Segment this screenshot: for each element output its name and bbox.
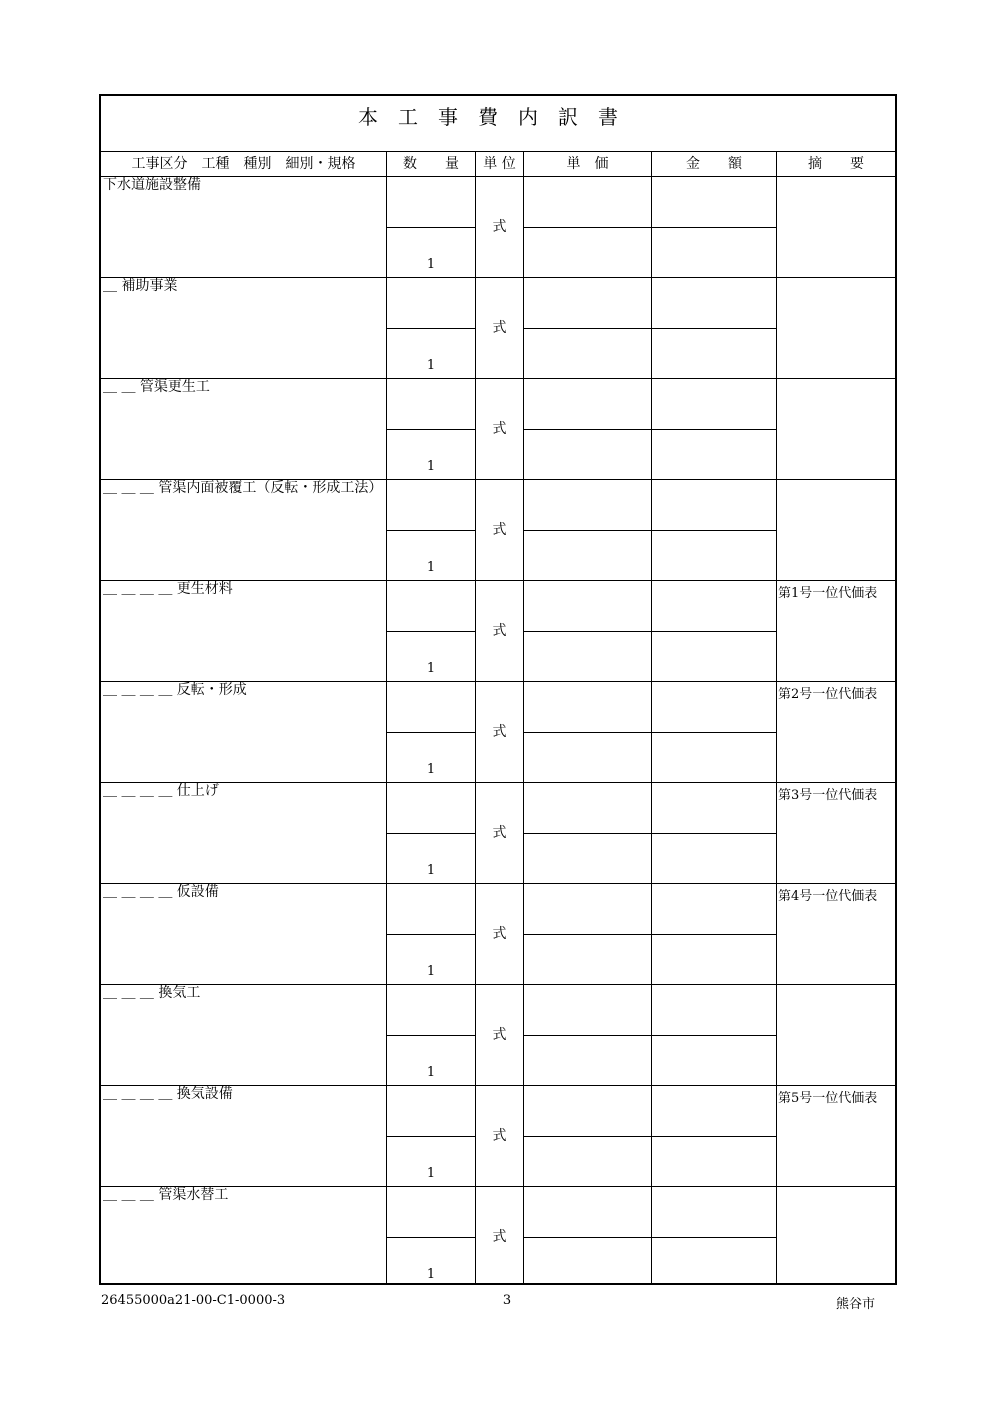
row-quantity: 1: [426, 257, 436, 272]
row-separator: [101, 782, 895, 783]
city-name: 熊谷市: [836, 1297, 876, 1312]
row-item-name: ＿ ＿ ＿ 換気工: [103, 985, 201, 1001]
row-item-name: ＿ ＿ ＿ ＿ 仮設備: [103, 884, 219, 900]
row-mid-line: [386, 833, 475, 834]
header-amount: 金 額: [686, 156, 742, 172]
row-item-name: ＿ ＿ ＿ ＿ 反転・形成: [103, 682, 247, 698]
row-item-name: ＿ ＿ 管渠更生工: [103, 379, 210, 395]
row-mid-line: [386, 429, 475, 430]
row-item-name: ＿ ＿ ＿ ＿ 換気設備: [103, 1086, 233, 1102]
document-title: 本工事費内訳書: [358, 105, 638, 129]
row-mid-line: [523, 631, 776, 632]
row-separator: [101, 277, 895, 278]
row-remark: 第2号一位代価表: [778, 687, 878, 702]
row-mid-line: [386, 1136, 475, 1137]
title-row: [101, 96, 895, 152]
row-item-name: ＿ ＿ ＿ 管渠内面被覆工（反転・形成工法）: [103, 480, 383, 496]
row-item-name: ＿ ＿ ＿ ＿ 更生材料: [103, 581, 233, 597]
row-remark: 第4号一位代価表: [778, 889, 878, 904]
header-name: 工事区分 工種 種別 細別・規格: [131, 156, 356, 172]
header-unit-price: 単 価: [566, 156, 609, 172]
row-unit: 式: [492, 421, 507, 437]
row-mid-line: [386, 328, 475, 329]
doc-code: 26455000a21-00-C1-0000-3: [101, 1293, 286, 1308]
col-divider: [776, 152, 777, 1285]
col-divider: [651, 152, 652, 1285]
row-unit: 式: [492, 219, 507, 235]
row-unit: 式: [492, 623, 507, 639]
row-separator: [101, 378, 895, 379]
row-mid-line: [386, 1237, 475, 1238]
row-mid-line: [523, 530, 776, 531]
row-quantity: 1: [426, 661, 436, 676]
row-item-name: ＿ ＿ ＿ ＿ 仕上げ: [103, 783, 219, 799]
header-remarks: 摘 要: [808, 156, 864, 172]
row-item-name: 下水道施設整備: [103, 177, 201, 193]
header-quantity: 数 量: [403, 156, 459, 172]
row-mid-line: [523, 934, 776, 935]
row-unit: 式: [492, 825, 507, 841]
row-quantity: 1: [426, 358, 436, 373]
row-quantity: 1: [426, 1166, 436, 1181]
row-separator: [101, 984, 895, 985]
row-quantity: 1: [426, 964, 436, 979]
row-quantity: 1: [426, 459, 436, 474]
row-quantity: 1: [426, 560, 436, 575]
row-mid-line: [386, 227, 475, 228]
header-unit: 単 位: [483, 156, 516, 172]
row-unit: 式: [492, 320, 507, 336]
row-quantity: 1: [426, 1267, 436, 1282]
row-mid-line: [523, 1237, 776, 1238]
row-quantity: 1: [426, 762, 436, 777]
row-unit: 式: [492, 724, 507, 740]
row-separator: [101, 883, 895, 884]
row-mid-line: [523, 429, 776, 430]
row-mid-line: [523, 732, 776, 733]
col-divider: [523, 152, 524, 1285]
row-mid-line: [523, 328, 776, 329]
row-quantity: 1: [426, 863, 436, 878]
row-unit: 式: [492, 926, 507, 942]
row-item-name: ＿ ＿ ＿ 管渠水替工: [103, 1187, 229, 1203]
estimate-sheet: [99, 94, 897, 1285]
row-mid-line: [386, 1035, 475, 1036]
row-mid-line: [523, 227, 776, 228]
row-unit: 式: [492, 1128, 507, 1144]
row-remark: 第3号一位代価表: [778, 788, 878, 803]
row-mid-line: [386, 732, 475, 733]
col-divider: [386, 152, 387, 1285]
row-unit: 式: [492, 522, 507, 538]
row-unit: 式: [492, 1027, 507, 1043]
row-mid-line: [523, 1136, 776, 1137]
row-mid-line: [523, 833, 776, 834]
row-unit: 式: [492, 1229, 507, 1245]
row-mid-line: [386, 530, 475, 531]
row-quantity: 1: [426, 1065, 436, 1080]
page-number: 3: [502, 1293, 512, 1308]
row-mid-line: [386, 934, 475, 935]
row-remark: 第5号一位代価表: [778, 1091, 878, 1106]
row-item-name: ＿ 補助事業: [103, 278, 178, 294]
row-mid-line: [386, 631, 475, 632]
row-mid-line: [523, 1035, 776, 1036]
row-remark: 第1号一位代価表: [778, 586, 878, 601]
